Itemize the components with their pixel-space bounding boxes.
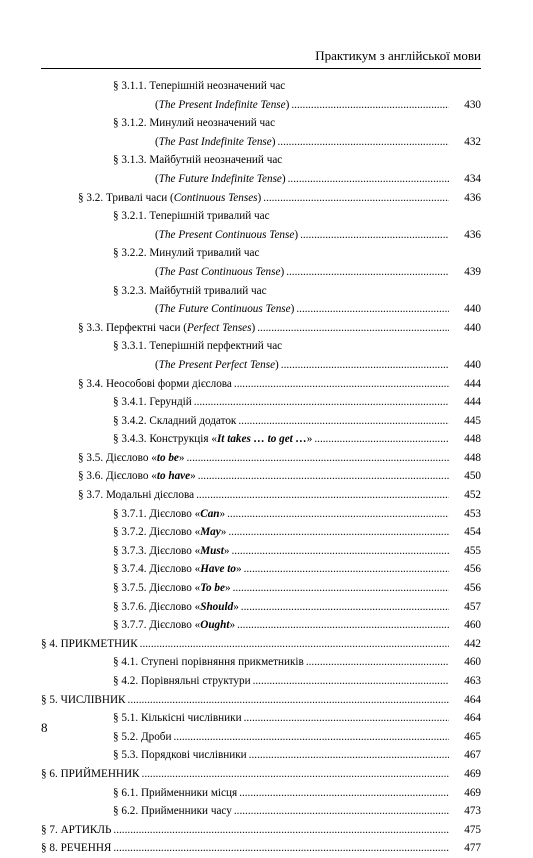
toc-row bbox=[0, 375, 533, 394]
toc-entry[interactable] bbox=[78, 467, 481, 486]
toc-entry-title bbox=[41, 839, 111, 858]
dot-leader bbox=[234, 802, 449, 821]
toc-row bbox=[0, 133, 533, 152]
toc-row bbox=[0, 449, 533, 468]
toc-entry-text: § 3.7.7. Дієслово « bbox=[113, 619, 201, 632]
toc-entry-text: § 4. ПРИКМЕТНИК bbox=[41, 637, 138, 650]
toc-entry[interactable] bbox=[113, 616, 481, 635]
toc-row bbox=[0, 579, 533, 598]
toc-entry[interactable] bbox=[113, 598, 481, 617]
toc-entry-text: § 3.7. Модальні дієслова bbox=[78, 489, 195, 502]
toc-page-number: 444 bbox=[464, 377, 481, 390]
dot-leader bbox=[187, 449, 450, 468]
toc-row bbox=[0, 170, 533, 189]
toc-page-number: 464 bbox=[464, 693, 481, 706]
toc-row bbox=[0, 784, 533, 803]
toc-entry[interactable] bbox=[113, 412, 481, 431]
toc-entry[interactable] bbox=[113, 542, 481, 561]
toc-page-number: 440 bbox=[464, 321, 481, 334]
toc-row bbox=[0, 337, 533, 356]
toc-page-number: 465 bbox=[464, 730, 481, 743]
toc-entry-title bbox=[155, 356, 279, 375]
toc-row bbox=[0, 542, 533, 561]
toc-entry-text: § 3.4.3. Конструкція « bbox=[113, 433, 217, 446]
toc-entry-title bbox=[113, 282, 267, 301]
toc-entry-title bbox=[113, 412, 236, 431]
toc-entry-title bbox=[113, 802, 232, 821]
toc-entry-title bbox=[113, 672, 251, 691]
toc-entry-title bbox=[41, 691, 126, 710]
toc-entry-text: § 3.2. Тривалі часи ( bbox=[78, 191, 174, 204]
toc-row bbox=[0, 672, 533, 691]
toc-entry-text: » bbox=[235, 563, 242, 576]
running-header: Практикум з англійської мови bbox=[315, 48, 481, 63]
toc-page-number: 469 bbox=[464, 786, 481, 799]
toc-entry-title bbox=[113, 728, 171, 747]
toc-page-number: 455 bbox=[464, 544, 481, 557]
toc-row bbox=[0, 207, 533, 226]
toc-entry[interactable] bbox=[155, 133, 481, 152]
toc-entry-text: § 7. АРТИКЛЬ bbox=[41, 823, 112, 836]
toc-row bbox=[0, 523, 533, 542]
toc-entry-text: ( bbox=[155, 303, 159, 316]
toc-page-number: 453 bbox=[464, 507, 481, 520]
toc-entry[interactable] bbox=[113, 728, 481, 747]
toc-entry[interactable] bbox=[155, 170, 481, 189]
toc-page-number: 460 bbox=[464, 619, 481, 632]
toc-page-number: 454 bbox=[464, 526, 481, 539]
toc-entry-text: ) bbox=[257, 191, 262, 204]
toc-entry-title bbox=[78, 449, 185, 468]
toc-page-number: 444 bbox=[464, 396, 481, 409]
toc-entry-title bbox=[113, 151, 282, 170]
toc-entry-title bbox=[155, 263, 284, 282]
header-rule bbox=[41, 68, 481, 69]
toc-entry-english-term: Continuous Tenses bbox=[173, 191, 258, 204]
toc-entry[interactable] bbox=[41, 821, 481, 840]
toc-row bbox=[0, 282, 533, 301]
toc-entry-english-term: May bbox=[200, 526, 221, 539]
toc-entry-title bbox=[113, 523, 226, 542]
toc-entry-english-term: Have to bbox=[200, 563, 236, 576]
dot-leader bbox=[253, 672, 449, 691]
toc-row bbox=[0, 839, 533, 858]
toc-row bbox=[0, 356, 533, 375]
toc-entry-title bbox=[113, 337, 282, 356]
dot-leader bbox=[128, 691, 449, 710]
toc-entry[interactable] bbox=[78, 189, 481, 208]
toc-entry-english-term: to have bbox=[156, 470, 191, 483]
toc-entry[interactable] bbox=[113, 430, 481, 449]
toc-entry-text: ) bbox=[290, 303, 295, 316]
toc-entry-text: § 3.2.2. Минулий тривалий час bbox=[113, 247, 260, 260]
toc-entry-title bbox=[113, 579, 231, 598]
toc-entry-english-term: to be bbox=[156, 451, 179, 464]
toc-entry-title bbox=[113, 784, 237, 803]
toc-entry-text: § 3.1.1. Теперішній неозначений час bbox=[113, 80, 286, 92]
toc-entry-text: § 3.2.3. Майбутній тривалий час bbox=[113, 284, 267, 297]
toc-entry-text: § 3.2.1. Теперішній тривалий час bbox=[113, 210, 270, 223]
toc-page-number: 464 bbox=[464, 712, 481, 725]
toc-entry-text: ( bbox=[155, 172, 159, 185]
toc-row bbox=[0, 263, 533, 282]
toc-entry-text: » bbox=[190, 470, 196, 483]
toc-row bbox=[0, 709, 533, 728]
toc-entry-text: ) bbox=[294, 228, 299, 241]
toc-page-number: 475 bbox=[464, 823, 481, 836]
toc-entry-english-term: The Future Continuous Tense bbox=[158, 303, 291, 316]
toc-entry[interactable] bbox=[41, 839, 481, 858]
toc-entry[interactable] bbox=[41, 635, 481, 654]
toc-row bbox=[0, 226, 533, 245]
toc-row bbox=[0, 802, 533, 821]
toc-row bbox=[0, 151, 533, 170]
toc-entry-title bbox=[113, 77, 285, 96]
toc-page-number: 460 bbox=[464, 656, 481, 669]
toc-row bbox=[0, 765, 533, 784]
toc-entry-title bbox=[155, 226, 298, 245]
toc-entry-text: § 3.4.2. Складний додаток bbox=[113, 414, 237, 427]
toc-entry-title bbox=[113, 114, 275, 133]
dot-leader bbox=[198, 467, 449, 486]
toc-row bbox=[0, 244, 533, 263]
toc-entry-title bbox=[113, 709, 242, 728]
dot-leader bbox=[257, 319, 449, 338]
dot-leader bbox=[244, 709, 449, 728]
toc-row bbox=[0, 300, 533, 319]
toc-entry-title bbox=[78, 486, 194, 505]
toc-entry-text: § 5. ЧИСЛІВНИК bbox=[41, 693, 126, 706]
toc-entry-text: » bbox=[233, 600, 239, 613]
toc-entry[interactable] bbox=[113, 207, 481, 226]
toc-entry[interactable] bbox=[113, 523, 481, 542]
toc-entry[interactable] bbox=[113, 579, 481, 598]
toc-entry-title bbox=[113, 542, 229, 561]
toc-row bbox=[0, 319, 533, 338]
dot-leader bbox=[249, 746, 449, 765]
toc-entry[interactable] bbox=[113, 505, 481, 524]
toc-row bbox=[0, 505, 533, 524]
toc-page-number: 477 bbox=[464, 842, 481, 855]
toc-entry-title bbox=[155, 96, 289, 115]
dot-leader bbox=[239, 784, 449, 803]
toc-page-number: 450 bbox=[464, 470, 481, 483]
toc-entry-english-term: The Present Indefinite Tense bbox=[158, 98, 286, 111]
dot-leader bbox=[140, 635, 449, 654]
dot-leader bbox=[173, 728, 449, 747]
toc-entry-text: » bbox=[219, 507, 226, 520]
toc-entry-title bbox=[41, 765, 140, 784]
toc-entry-text: ( bbox=[155, 358, 159, 371]
toc-entry-text: § 4.2. Порівняльні структури bbox=[113, 675, 251, 687]
toc-entry-title bbox=[113, 616, 235, 635]
toc-entry-title bbox=[113, 505, 225, 524]
toc-page-number: 467 bbox=[464, 749, 481, 762]
toc-row bbox=[0, 393, 533, 412]
toc-entry-title bbox=[78, 467, 196, 486]
toc-entry-text: § 3.7.2. Дієслово « bbox=[113, 526, 201, 539]
dot-leader bbox=[231, 542, 449, 561]
toc-entry-text: § 3.7.6. Дієслово « bbox=[113, 600, 201, 613]
toc-entry-text: ) bbox=[271, 135, 276, 148]
dot-leader bbox=[113, 839, 449, 858]
dot-leader bbox=[263, 189, 449, 208]
toc-entry[interactable] bbox=[155, 96, 481, 115]
toc-entry-text: § 3.7.3. Дієслово « bbox=[113, 544, 201, 557]
toc-entry[interactable] bbox=[113, 560, 481, 579]
toc-entry[interactable] bbox=[78, 319, 481, 338]
toc-entry[interactable] bbox=[155, 263, 481, 282]
dot-leader bbox=[244, 560, 449, 579]
toc-entry-english-term: Ought bbox=[200, 619, 230, 632]
toc-entry[interactable] bbox=[113, 709, 481, 728]
dot-leader bbox=[291, 96, 449, 115]
toc-page-number: 436 bbox=[464, 191, 481, 204]
toc-entry-title bbox=[41, 821, 111, 840]
toc-entry-title bbox=[113, 653, 304, 672]
toc-entry-title bbox=[113, 207, 270, 226]
toc-page-number: 452 bbox=[464, 489, 481, 502]
toc-entry-text: § 3.3.1. Теперішній перфектний час bbox=[113, 340, 283, 353]
dot-leader bbox=[296, 300, 449, 319]
toc-entry[interactable] bbox=[113, 337, 481, 356]
dot-leader bbox=[234, 375, 449, 394]
toc-page-number: 463 bbox=[464, 675, 481, 687]
toc-row bbox=[0, 486, 533, 505]
toc-entry-title bbox=[78, 319, 255, 338]
toc-entry-title bbox=[113, 244, 259, 263]
toc-entry[interactable] bbox=[113, 151, 481, 170]
toc-entry-english-term: The Past Continuous Tense bbox=[158, 265, 281, 278]
toc-entry-english-term: It takes … to get … bbox=[216, 433, 307, 446]
toc-entry-text: ( bbox=[155, 135, 159, 148]
toc-entry[interactable] bbox=[155, 226, 481, 245]
toc-entry-text: § 5.1. Кількісні числівники bbox=[113, 712, 242, 725]
toc-page-number: 440 bbox=[464, 303, 481, 316]
toc-entry-text: ( bbox=[155, 98, 159, 111]
toc-entry-english-term: The Present Continuous Tense bbox=[158, 228, 295, 241]
toc-page-number: 439 bbox=[464, 265, 481, 278]
toc-entry-title bbox=[113, 746, 247, 765]
dot-leader bbox=[314, 430, 449, 449]
toc-row bbox=[0, 430, 533, 449]
toc-entry-text: § 4.1. Ступені порівняння прикметників bbox=[113, 656, 304, 669]
dot-leader bbox=[306, 653, 449, 672]
toc-entry[interactable] bbox=[41, 691, 481, 710]
toc-entry-text: » bbox=[220, 526, 227, 539]
toc-entry-title bbox=[113, 598, 239, 617]
toc-entry-text: » bbox=[306, 433, 313, 446]
toc-entry-title bbox=[78, 375, 232, 394]
dot-leader bbox=[300, 226, 449, 245]
toc-entry[interactable] bbox=[78, 486, 481, 505]
dot-leader bbox=[228, 523, 449, 542]
toc-entry-english-term: Can bbox=[200, 507, 220, 520]
toc-page-number: 469 bbox=[464, 767, 481, 780]
toc-entry-title bbox=[113, 393, 192, 412]
toc-entry[interactable] bbox=[155, 356, 481, 375]
toc-entry-text: ( bbox=[155, 228, 159, 241]
toc-entry-title bbox=[113, 430, 312, 449]
toc-entry-text: § 6. ПРИЙМЕННИК bbox=[41, 767, 140, 780]
toc-entry[interactable] bbox=[113, 802, 481, 821]
toc-entry-text: » bbox=[223, 544, 230, 557]
dot-leader bbox=[288, 170, 449, 189]
toc-entry-title bbox=[155, 170, 286, 189]
toc-entry-text: » bbox=[229, 619, 236, 632]
dot-leader bbox=[113, 821, 449, 840]
toc-entry[interactable] bbox=[113, 746, 481, 765]
toc-page-number: 456 bbox=[464, 582, 481, 595]
toc-page-number: 445 bbox=[464, 414, 481, 427]
toc-entry-english-term: The Past Indefinite Tense bbox=[158, 135, 272, 148]
toc-row bbox=[0, 691, 533, 710]
toc-page-number: 436 bbox=[464, 228, 481, 241]
toc-row bbox=[0, 598, 533, 617]
toc-entry-text: § 3.7.1. Дієслово « bbox=[113, 507, 201, 520]
toc-page-number: 430 bbox=[464, 98, 481, 111]
toc-entry[interactable] bbox=[78, 375, 481, 394]
toc-entry-title bbox=[155, 300, 294, 319]
toc-entry-text: § 5.3. Порядкові числівники bbox=[113, 749, 247, 762]
toc-row bbox=[0, 114, 533, 133]
toc-entry-text: ) bbox=[285, 98, 290, 111]
toc-entry-text: § 3.1.2. Минулий неозначений час bbox=[113, 117, 276, 130]
toc-entry-english-term: The Present Perfect Tense bbox=[158, 358, 276, 371]
dot-leader bbox=[142, 765, 449, 784]
toc-row bbox=[0, 821, 533, 840]
toc-entry[interactable] bbox=[113, 244, 481, 263]
toc-entry-text: § 3.7.5. Дієслово « bbox=[113, 582, 201, 595]
toc-entry[interactable] bbox=[78, 449, 481, 468]
toc-entry-title bbox=[78, 189, 261, 208]
table-of-contents bbox=[0, 77, 533, 858]
toc-row bbox=[0, 96, 533, 115]
toc-entry-text: » bbox=[225, 582, 231, 595]
toc-entry-text: § 8. РЕЧЕННЯ bbox=[41, 842, 112, 855]
toc-entry-title bbox=[113, 560, 242, 579]
toc-page-number: 448 bbox=[464, 433, 481, 446]
toc-row bbox=[0, 77, 533, 96]
toc-row bbox=[0, 616, 533, 635]
toc-entry-text: ) bbox=[281, 172, 286, 185]
toc-entry-text: » bbox=[178, 451, 185, 464]
toc-entry-text: § 3.5. Дієслово « bbox=[78, 451, 157, 464]
dot-leader bbox=[233, 579, 449, 598]
toc-row bbox=[0, 728, 533, 747]
toc-entry[interactable] bbox=[113, 393, 481, 412]
toc-entry-text: ) bbox=[280, 265, 285, 278]
toc-row bbox=[0, 467, 533, 486]
toc-row bbox=[0, 189, 533, 208]
toc-entry-text: § 5.2. Дроби bbox=[113, 730, 172, 743]
toc-entry-text: § 3.4.1. Герундій bbox=[113, 396, 192, 409]
toc-page-number: 456 bbox=[464, 563, 481, 576]
toc-entry[interactable] bbox=[113, 282, 481, 301]
toc-page-number: 457 bbox=[464, 600, 481, 613]
toc-entry-text: ) bbox=[251, 321, 256, 334]
toc-row bbox=[0, 746, 533, 765]
toc-entry[interactable] bbox=[155, 300, 481, 319]
toc-entry-english-term: Should bbox=[200, 600, 234, 613]
toc-entry-english-term: Must bbox=[200, 544, 224, 557]
toc-page-number: 442 bbox=[464, 637, 481, 650]
toc-entry-english-term: The Future Indefinite Tense bbox=[158, 172, 282, 185]
toc-entry[interactable] bbox=[41, 765, 481, 784]
toc-page-number: 440 bbox=[464, 358, 481, 371]
dot-leader bbox=[194, 393, 449, 412]
toc-entry[interactable] bbox=[113, 653, 481, 672]
toc-entry[interactable] bbox=[113, 114, 481, 133]
toc-entry-text: § 3.7.4. Дієслово « bbox=[113, 563, 201, 576]
toc-entry-text: § 6.2. Прийменники часу bbox=[113, 805, 232, 818]
toc-entry-text: § 3.4. Неособові форми дієслова bbox=[78, 377, 232, 390]
toc-row bbox=[0, 412, 533, 431]
toc-entry-english-term: Perfect Tenses bbox=[186, 321, 252, 334]
toc-page-number: 434 bbox=[464, 172, 481, 185]
toc-page-number: 448 bbox=[464, 451, 481, 464]
toc-entry-title bbox=[155, 133, 275, 152]
dot-leader bbox=[227, 505, 449, 524]
dot-leader bbox=[281, 356, 449, 375]
toc-entry-text: § 3.6. Дієслово « bbox=[78, 470, 157, 483]
toc-entry-text: § 3.1.3. Майбутній неозначений час bbox=[113, 154, 283, 167]
toc-entry-title bbox=[41, 635, 138, 654]
dot-leader bbox=[277, 133, 449, 152]
toc-entry-text: ( bbox=[155, 265, 159, 278]
toc-entry-text: § 3.3. Перфектні часи ( bbox=[78, 321, 187, 334]
dot-leader bbox=[286, 263, 449, 282]
toc-entry-english-term: To be bbox=[200, 582, 225, 595]
toc-row bbox=[0, 560, 533, 579]
toc-page-number: 473 bbox=[464, 805, 481, 818]
toc-entry[interactable] bbox=[113, 77, 481, 96]
toc-entry[interactable] bbox=[113, 784, 481, 803]
dot-leader bbox=[196, 486, 449, 505]
toc-entry-text: § 6.1. Прийменники місця bbox=[113, 786, 238, 799]
toc-row bbox=[0, 653, 533, 672]
dot-leader bbox=[238, 412, 449, 431]
toc-row bbox=[0, 635, 533, 654]
toc-page-number: 432 bbox=[464, 135, 481, 148]
dot-leader bbox=[237, 616, 449, 635]
page-number: 8 bbox=[41, 720, 48, 735]
toc-entry[interactable] bbox=[113, 672, 481, 691]
toc-entry-text: ) bbox=[275, 358, 279, 371]
dot-leader bbox=[241, 598, 449, 617]
